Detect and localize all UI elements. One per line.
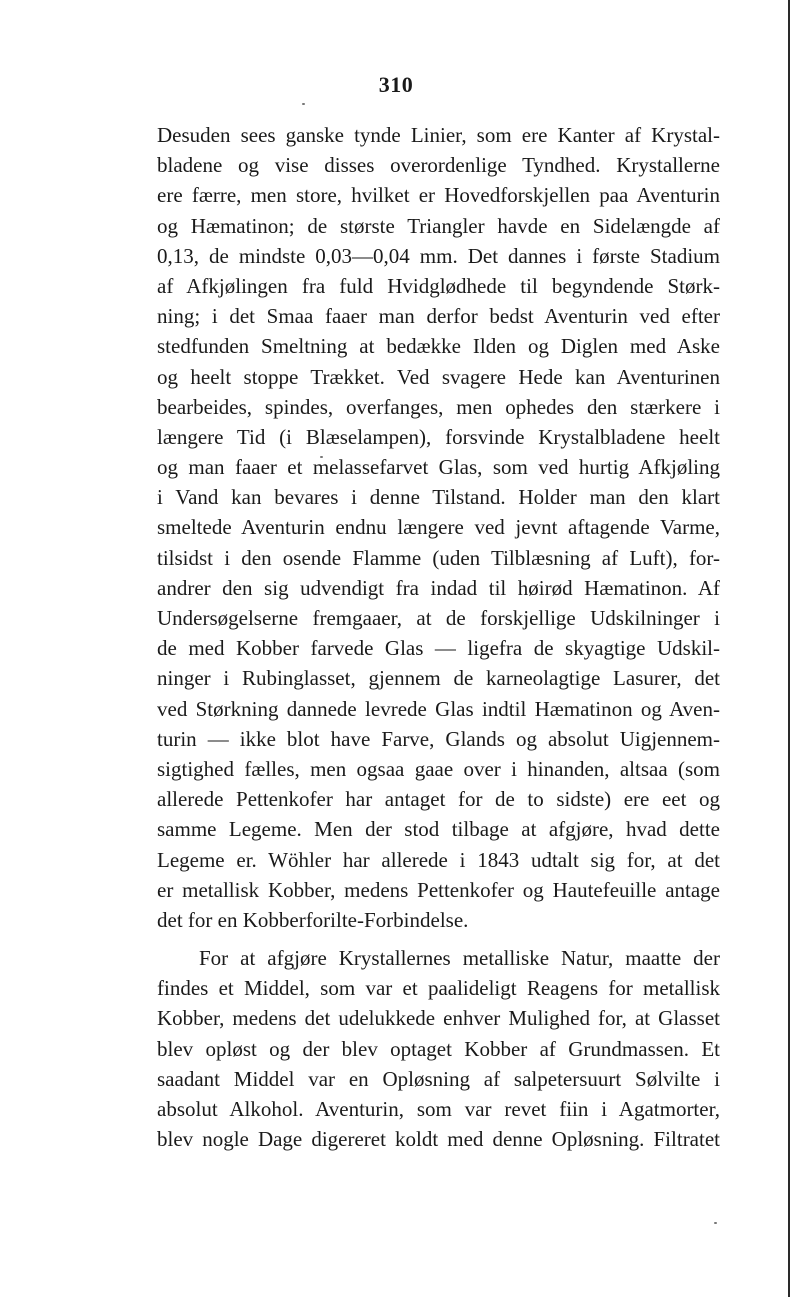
text-line: og man faaer et melassefarvet Glas, som ved hurtig Afkjøling bbox=[157, 455, 720, 480]
text-line: blev opløst og der blev optaget Kobber af Grundmassen. Et bbox=[157, 1036, 720, 1061]
text-line: det for en Kobberforilte-Forbindelse. bbox=[157, 907, 469, 932]
text-line: og Hæmatinon; de største Triangler havde en Sidelængde af bbox=[157, 213, 720, 238]
text-line: blev nogle Dage digereret koldt med denne Opløsning. Filtratet bbox=[157, 1127, 720, 1152]
text-line: Legeme er. Wöhler har allerede i 1843 udtalt sig for, at det bbox=[157, 847, 720, 872]
text-line: Kobber, medens det udelukkede enhver Mulighed for, at Glasset bbox=[157, 1006, 720, 1031]
text-line: stedfunden Smeltning at bedække Ilden og Diglen med Aske bbox=[157, 334, 720, 359]
paragraph bbox=[157, 120, 720, 935]
text-line: bearbeides, spindes, overfanges, men ophedes den stærkere i bbox=[157, 394, 720, 419]
text-line: og heelt stoppe Trækket. Ved svagere Hede kan Aventurinen bbox=[157, 364, 720, 389]
text-line: i Vand kan bevares i denne Tilstand. Holder man den klart bbox=[157, 485, 720, 510]
text-line: saadant Middel var en Opløsning af salpetersuurt Sølvilte i bbox=[157, 1066, 720, 1091]
text-line: Undersøgelserne fremgaaer, at de forskjellige Udskilninger i bbox=[157, 606, 720, 630]
text-line: smeltede Aventurin endnu længere ved jevnt aftagende Varme, bbox=[157, 515, 720, 540]
text-line: er metallisk Kobber, medens Pettenkofer og Hautefeuille antage bbox=[157, 877, 720, 902]
paragraph-gap bbox=[157, 935, 720, 943]
print-speck bbox=[302, 103, 305, 105]
paragraph bbox=[157, 943, 720, 1154]
text-line: bladene og vise disses overordenlige Tyndhed. Krystallerne bbox=[157, 153, 720, 178]
text-line: ninger i Rubinglasset, gjennem de karneolagtige Lasurer, det bbox=[157, 666, 720, 691]
text-line: samme Legeme. Men der stod tilbage at afgjøre, hvad dette bbox=[157, 817, 720, 842]
page-edge-rule bbox=[788, 0, 790, 1297]
text-line: Desuden sees ganske tynde Linier, som ere Kanter af Krystal- bbox=[157, 123, 720, 147]
body-text bbox=[157, 120, 720, 1154]
text-line: de med Kobber farvede Glas — ligefra de skyagtige Udskil- bbox=[157, 636, 720, 661]
page-number: 310 bbox=[378, 72, 414, 97]
text-line: ning; i det Smaa faaer man derfor bedst Aventurin ved efter bbox=[157, 304, 720, 329]
text-line: For at afgjøre Krystallernes metalliske Natur, maatte der bbox=[199, 946, 720, 971]
text-line: tilsidst i den osende Flamme (uden Tilblæsning af Luft), for- bbox=[157, 545, 720, 570]
text-line: sigtighed fælles, men ogsaa gaae over i hinanden, altsaa (som bbox=[157, 756, 720, 781]
text-line: ere færre, men store, hvilket er Hovedforskjellen paa Aventurin bbox=[157, 183, 720, 208]
text-line: af Afkjølingen fra fuld Hvidglødhede til begyndende Størk- bbox=[157, 273, 720, 298]
text-line: længere Tid (i Blæselampen), forsvinde Krystalbladene heelt bbox=[157, 424, 720, 449]
text-line: turin — ikke blot have Farve, Glands og absolut Uigjennem- bbox=[157, 726, 720, 751]
text-line: andrer den sig udvendigt fra indad til høirød Hæmatinon. Af bbox=[157, 575, 720, 600]
text-line: findes et Middel, som var et paalideligt Reagens for metallisk bbox=[157, 976, 720, 1001]
print-speck bbox=[714, 1222, 717, 1224]
text-line: allerede Pettenkofer har antaget for de to sidste) ere eet og bbox=[157, 787, 720, 812]
text-line: absolut Alkohol. Aventurin, som var revet fiin i Agatmorter, bbox=[157, 1097, 720, 1121]
text-line: ved Størkning dannede levrede Glas indtil Hæmatinon og Aven- bbox=[157, 696, 720, 721]
text-line: 0,13, de mindste 0,03—0,04 mm. Det dannes i første Stadium bbox=[157, 243, 720, 268]
